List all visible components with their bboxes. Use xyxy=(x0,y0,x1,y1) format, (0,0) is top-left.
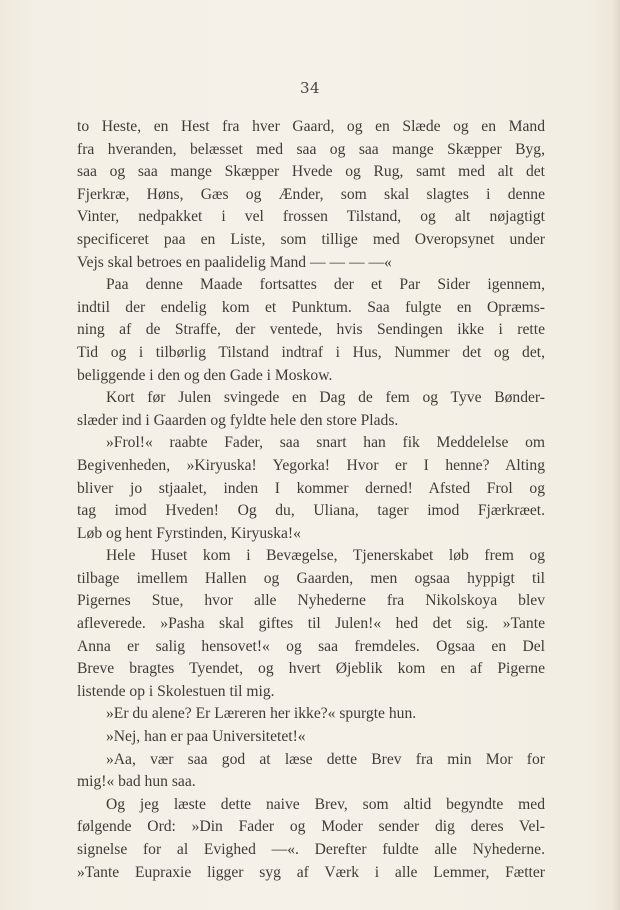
text-line: »Aa, vær saa god at læse dette Brev fra min Mor for xyxy=(106,750,545,768)
text-line: Tid og i tilbørlig Tilstand indtraf i Hus, Nummer det og det, xyxy=(77,343,545,361)
text-line: »Tante Eupraxie ligger syg af Værk i alle Lemmer, Fætter xyxy=(77,863,545,881)
text-line: Kort før Julen svingede en Dag de fem og Tyve Bønder- xyxy=(106,389,545,407)
text-line: Begivenheden, »Kiryuska! Yegorka! Hvor er I henne? Alting xyxy=(77,456,545,474)
text-line: listende op i Skolestuen til mig. xyxy=(77,682,275,700)
text-line: Anna er salig hensovet!« og saa fremdeles. Ogsaa en Del xyxy=(77,637,545,655)
text-line: bliver jo stjaalet, inden I kommer derned! Afsted Frol og xyxy=(77,479,545,497)
text-line: Og jeg læste dette naive Brev, som altid begyndte med xyxy=(106,795,545,813)
text-line: Pigernes Stue, hvor alle Nyhederne fra Nikolskoya blev xyxy=(77,592,545,610)
text-line: specificeret paa en Liste, som tillige med Overopsynet under xyxy=(77,230,545,248)
text-line: Løb og hent Fyrstinden, Kiryuska!« xyxy=(77,524,301,542)
text-line: »Frol!« raabte Fader, saa snart han fik Meddelelse om xyxy=(106,434,545,452)
text-line: slæder ind i Gaarden og fyldte hele den store Plads. xyxy=(77,411,399,429)
text-line: ning af de Straffe, der ventede, hvis Sendingen ikke i rette xyxy=(77,321,545,339)
text-line: følgende Ord: »Din Fader og Moder sender dig deres Vel- xyxy=(77,818,545,836)
text-line: Vinter, nedpakket i vel frossen Tilstand, og alt nøjagtigt xyxy=(77,208,545,226)
text-line: fra hveranden, belæsset med saa og saa mange Skæpper Byg, xyxy=(77,140,545,158)
text-line: indtil der endelig kom et Punktum. Saa fulgte en Opræms- xyxy=(77,298,545,316)
page-edge-shadow xyxy=(612,0,620,910)
text-line: to Heste, en Hest fra hver Gaard, og en Slæde og en Mand xyxy=(77,118,545,135)
text-line: mig!« bad hun saa. xyxy=(77,773,196,791)
body-text xyxy=(77,116,545,884)
text-line: Breve bragtes Tyendet, og hvert Øjeblik kom en af Pigerne xyxy=(77,660,545,678)
text-line: tag imod Hveden! Og du, Uliana, tager imod Fjærkræet. xyxy=(77,502,545,520)
text-line: Hele Huset kom i Bevægelse, Tjenerskabet løb frem og xyxy=(106,547,545,565)
text-line: Vejs skal betroes en paalidelig Mand — — — —« xyxy=(77,253,392,271)
text-line: saa og saa mange Skæpper Hvede og Rug, samt med alt det xyxy=(77,163,545,181)
text-line: »Nej, han er paa Universitetet!« xyxy=(106,728,306,746)
text-line: Fjerkræ, Høns, Gæs og Ænder, som skal slagtes i denne xyxy=(77,185,545,203)
text-line: beliggende i den og den Gade i Moskow. xyxy=(77,366,333,384)
text-line: afleverede. »Pasha skal giftes til Julen!« hed det sig. »Tante xyxy=(77,615,545,633)
page-number: 34 xyxy=(299,79,321,97)
text-line: tilbage imellem Hallen og Gaarden, men ogsaa hyppigt til xyxy=(77,569,545,587)
text-line: Paa denne Maade fortsattes der et Par Sider igennem, xyxy=(106,276,545,294)
text-line: »Er du alene? Er Læreren her ikke?« spurgte hun. xyxy=(106,705,417,723)
text-line: signelse for al Evighed —«. Derefter fuldte alle Nyhederne. xyxy=(77,841,545,858)
